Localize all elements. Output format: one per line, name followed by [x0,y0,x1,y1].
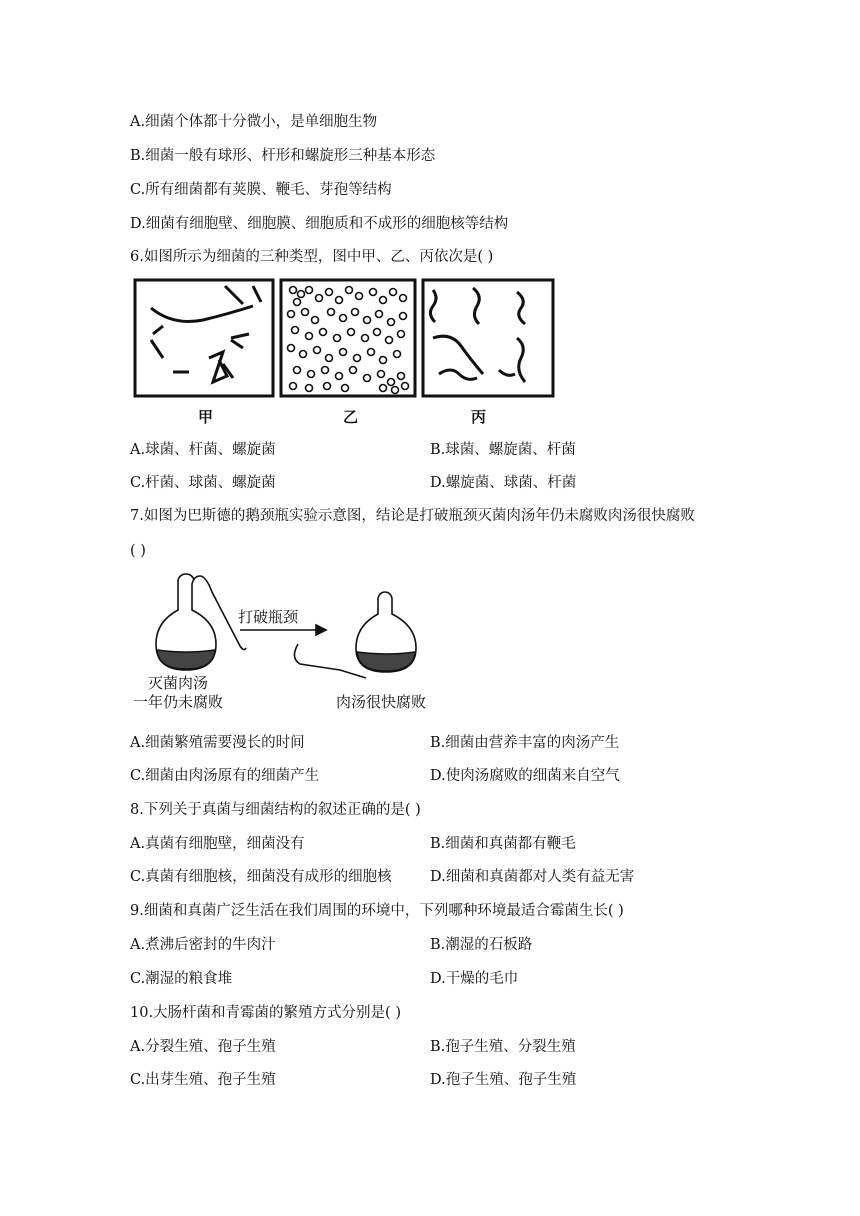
broken-flask-icon [356,592,416,672]
q6-option-c: C.杆菌、球菌、螺旋菌 [130,475,276,491]
q10-option-b: B.孢子生殖、分裂生殖 [430,1039,576,1055]
q7-flask-figure [140,572,450,682]
q8-option-c: C.真菌有细胞核，细菌没有成形的细胞核 [130,869,392,885]
q7-option-b: B.细菌由营养丰富的肉汤产生 [430,735,620,751]
q9-stem: 9.细菌和真菌广泛生活在我们周围的环境中，下列哪种环境最适合霉菌生长( ) [130,903,624,919]
q8-stem: 8.下列关于真菌与细菌结构的叙述正确的是( ) [130,802,421,818]
q5-option-d: D.细菌有细胞壁、细胞膜、细胞质和不成形的细胞核等结构 [130,216,509,232]
q8-option-b: B.细菌和真菌都有鞭毛 [430,836,576,852]
q10-option-a: A.分裂生殖、孢子生殖 [130,1039,276,1055]
q9-option-c: C.潮湿的粮食堆 [130,971,233,987]
q7-option-c: C.细菌由肉汤原有的细菌产生 [130,768,320,784]
fig-arrow-label: 打破瓶颈 [238,608,299,626]
fig-right-label: 肉汤很快腐败 [336,693,427,711]
q9-option-a: A.煮沸后密封的牛肉汁 [130,937,276,953]
q5-option-b: B.细菌一般有球形、杆形和螺旋形三种基本形态 [130,148,436,164]
q7-option-d: D.使肉汤腐败的细菌来自空气 [430,768,620,784]
q9-option-d: D.干燥的毛巾 [430,971,519,987]
q7-option-a: A.细菌繁殖需要漫长的时间 [130,735,305,751]
fig-left-label-2: 一年仍未腐败 [133,693,224,711]
figure-label-bing: 丙 [471,408,487,426]
q6-option-d: D.螺旋菌、球菌、杆菌 [430,475,577,491]
q9-option-b: B.潮湿的石板路 [430,937,533,953]
rod-bacteria-panel [135,280,273,396]
q5-option-c: C.所有细菌都有荚膜、鞭毛、芽孢等结构 [130,182,392,198]
q10-option-d: D.孢子生殖、孢子生殖 [430,1072,577,1088]
figure-label-yi: 乙 [343,408,359,426]
q5-option-a: A.细菌个体都十分微小，是单细胞生物 [130,114,378,130]
swan-neck-flask-icon [156,574,246,670]
spiral-bacteria-panel [423,280,553,396]
cocci-bacteria-panel [281,280,415,396]
q7-stem: 7.如图为巴斯德的鹅颈瓶实验示意图，结论是打破瓶颈灭菌肉汤年仍未腐败肉汤很快腐败 [130,508,695,524]
q10-option-c: C.出芽生殖、孢子生殖 [130,1072,276,1088]
q10-stem: 10.大肠杆菌和青霉菌的繁殖方式分别是( ) [130,1005,401,1021]
q7-answer-paren: ( ) [130,543,146,559]
q6-option-a: A.球菌、杆菌、螺旋菌 [130,442,276,458]
q6-option-b: B.球菌、螺旋菌、杆菌 [430,442,576,458]
fig-left-label-1: 灭菌肉汤 [148,674,209,692]
figure-label-jia: 甲 [198,408,214,426]
q6-stem: 6.如图所示为细菌的三种类型，图中甲、乙、丙依次是( ) [130,249,494,265]
q8-option-a: A.真菌有细胞壁，细菌没有 [130,836,305,852]
q8-option-d: D.细菌和真菌都对人类有益无害 [430,869,635,885]
